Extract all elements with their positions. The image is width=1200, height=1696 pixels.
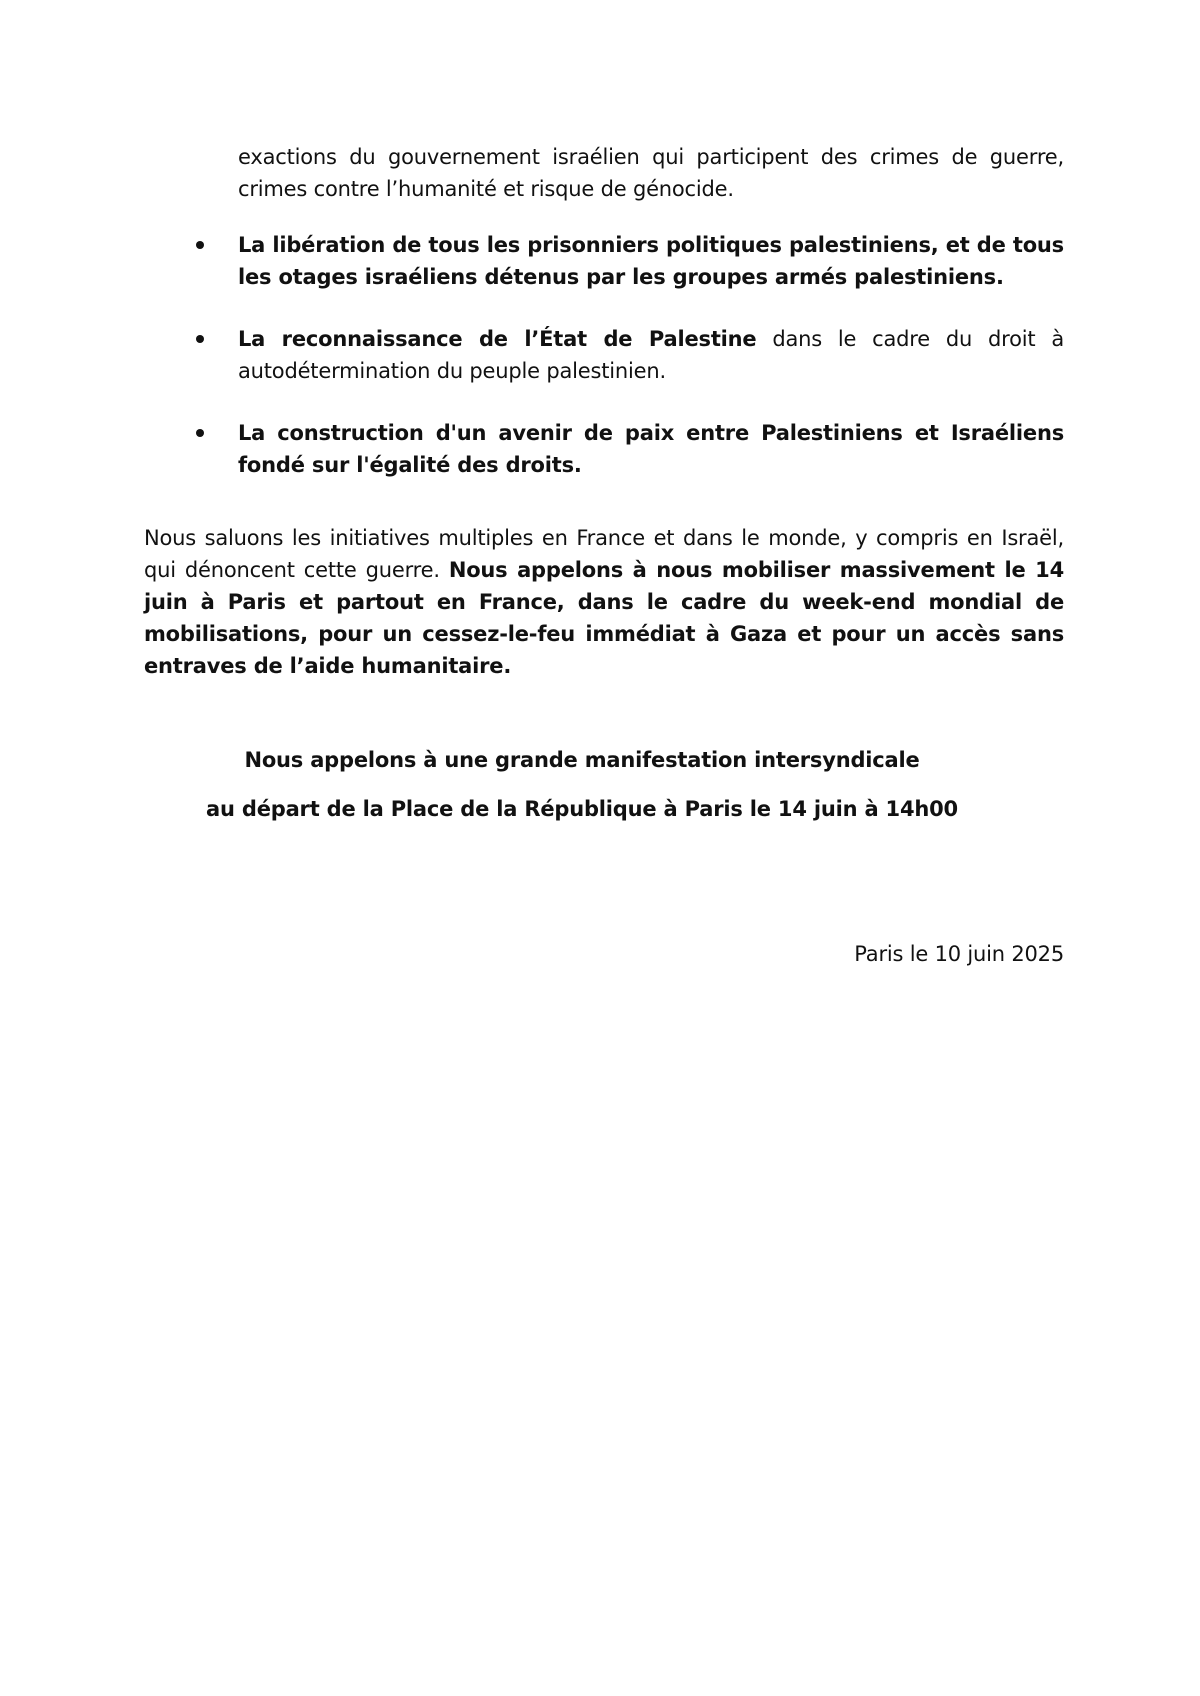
bullet-regular-text: dans le cadre du droit à autodétermination du peuple palestinien. [238,327,1064,383]
bullet-bold-text: La construction d'un avenir de paix entre Palestiniens et Israéliens fondé sur l'égalité des droits. [238,421,1064,477]
bullet-bold-text: La libération de tous les prisonniers politiques palestiniens, et de tous les otages israéliens détenus par les groupes armés palestiniens. [238,233,1064,289]
call-line-2: au départ de la Place de la République à Paris le 14 juin à 14h00 [206,797,958,821]
list-item [192,417,1064,481]
paragraph-regular-text: Nous saluons les initiatives multiples en France et dans le monde, y compris en Israël, qui dénoncent cette guerre. [144,526,1064,582]
mobilisation-paragraph [144,522,1064,682]
list-item [192,229,1064,293]
list-item [192,323,1064,387]
bullet-icon [196,429,204,437]
demands-list [192,229,1064,511]
bullet-icon [196,335,204,343]
continuation-paragraph: exactions du gouvernement israélien qui participent des crimes de guerre, crimes contre l’humanité et risque de génocide. [238,145,1064,201]
dateline: Paris le 10 juin 2025 [854,942,1064,966]
call-line-1: Nous appelons à une grande manifestation intersyndicale [244,748,920,772]
bullet-bold-text: La reconnaissance de l’État de Palestine [238,327,757,351]
bullet-icon [196,241,204,249]
paragraph-bold-text: Nous appelons à nous mobiliser massivement le 14 juin à Paris et partout en France, dans le cadre du week-end mondial de mobilisations, pour un cessez-le-feu immédiat à Gaza et pour un accès sans entraves de l’aide humanitaire. [144,558,1064,678]
